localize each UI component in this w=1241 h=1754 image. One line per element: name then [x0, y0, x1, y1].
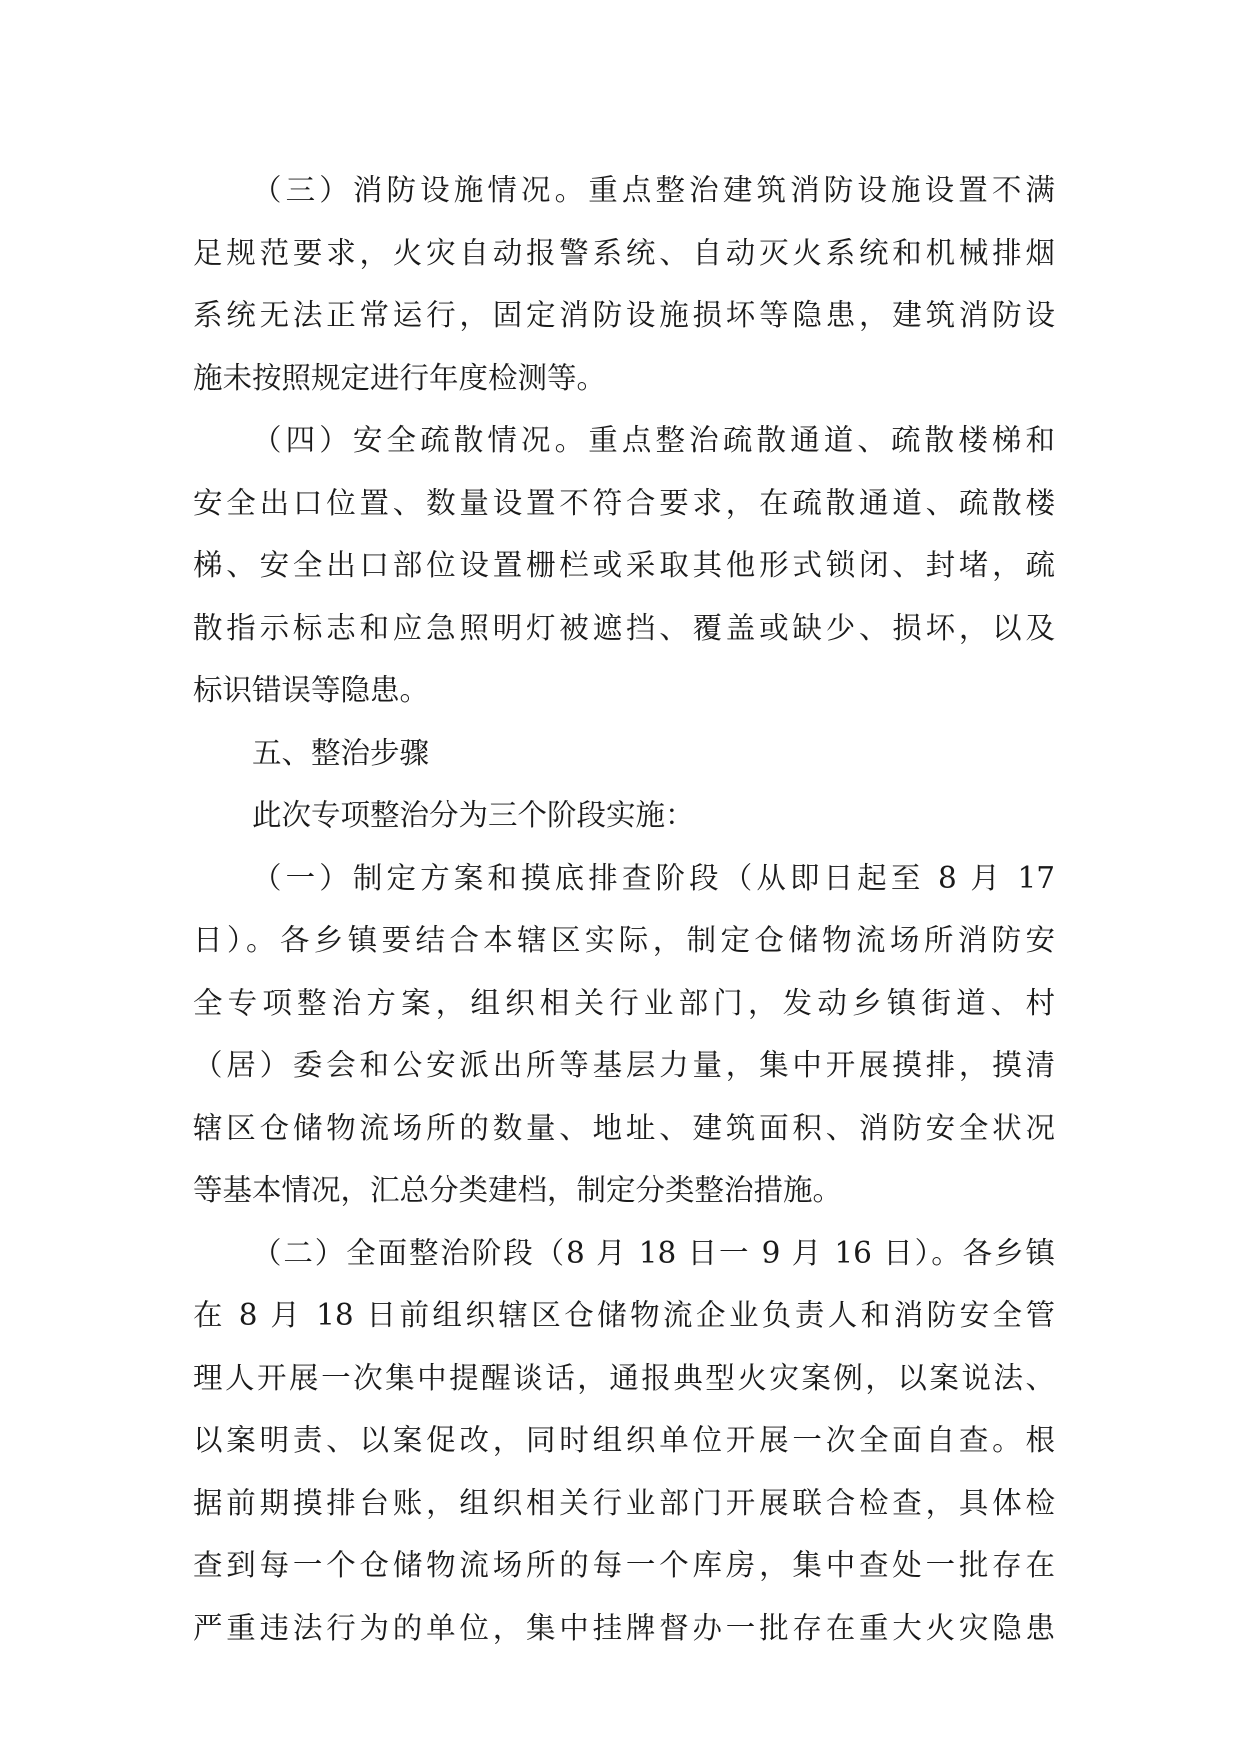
text-line: 安全出口位置、数量设置不符合要求，在疏散通道、疏散楼	[193, 485, 1055, 520]
text-line: 此次专项整治分为三个阶段实施：	[252, 798, 695, 832]
text-line: 据前期摸排台账，组织相关行业部门开展联合检查，具体检	[193, 1485, 1055, 1520]
text-line: 查到每一个仓储物流场所的每一个库房，集中查处一批存在	[193, 1548, 1055, 1582]
text-line: 散指示标志和应急照明灯被遮挡、覆盖或缺少、损坏，以及	[193, 610, 1055, 645]
text-line: 在 8 月 18 日前组织辖区仓储物流企业负责人和消防安全管	[193, 1298, 1055, 1332]
text-line: 严重违法行为的单位，集中挂牌督办一批存在重大火灾隐患	[193, 1610, 1055, 1645]
text-line: 理人开展一次集中提醒谈话，通报典型火灾案例，以案说法、	[193, 1360, 1055, 1395]
text-line: 足规范要求，火灾自动报警系统、自动灭火系统和机械排烟	[193, 235, 1055, 270]
text-line: 五、整治步骤	[252, 735, 430, 770]
text-line: 以案明责、以案促改，同时组织单位开展一次全面自查。根	[193, 1423, 1055, 1457]
text-line: 等基本情况，汇总分类建档，制定分类整治措施。	[193, 1173, 843, 1207]
document-body	[193, 159, 1055, 1659]
text-line: 全专项整治方案，组织相关行业部门，发动乡镇街道、村	[193, 985, 1055, 1020]
text-line: （二）全面整治阶段（8 月 18 日一 9 月 16 日）。各乡镇	[252, 1235, 1055, 1270]
text-line: 系统无法正常运行，固定消防设施损坏等隐患，建筑消防设	[193, 298, 1055, 332]
text-line: （一）制定方案和摸底排查阶段（从即日起至 8 月 17	[252, 860, 1055, 895]
text-line: 日）。各乡镇要结合本辖区实际，制定仓储物流场所消防安	[193, 923, 1055, 957]
text-line: 梯、安全出口部位设置栅栏或采取其他形式锁闭、封堵，疏	[193, 548, 1055, 582]
text-line: 辖区仓储物流场所的数量、地址、建筑面积、消防安全状况	[193, 1110, 1055, 1145]
text-line: （四）安全疏散情况。重点整治疏散通道、疏散楼梯和	[252, 423, 1055, 457]
text-line: 施未按照规定进行年度检测等。	[193, 360, 607, 395]
text-line: （居）委会和公安派出所等基层力量，集中开展摸排，摸清	[193, 1048, 1055, 1082]
text-line: 标识错误等隐患。	[193, 673, 430, 707]
text-line: （三）消防设施情况。重点整治建筑消防设施设置不满	[252, 173, 1055, 207]
